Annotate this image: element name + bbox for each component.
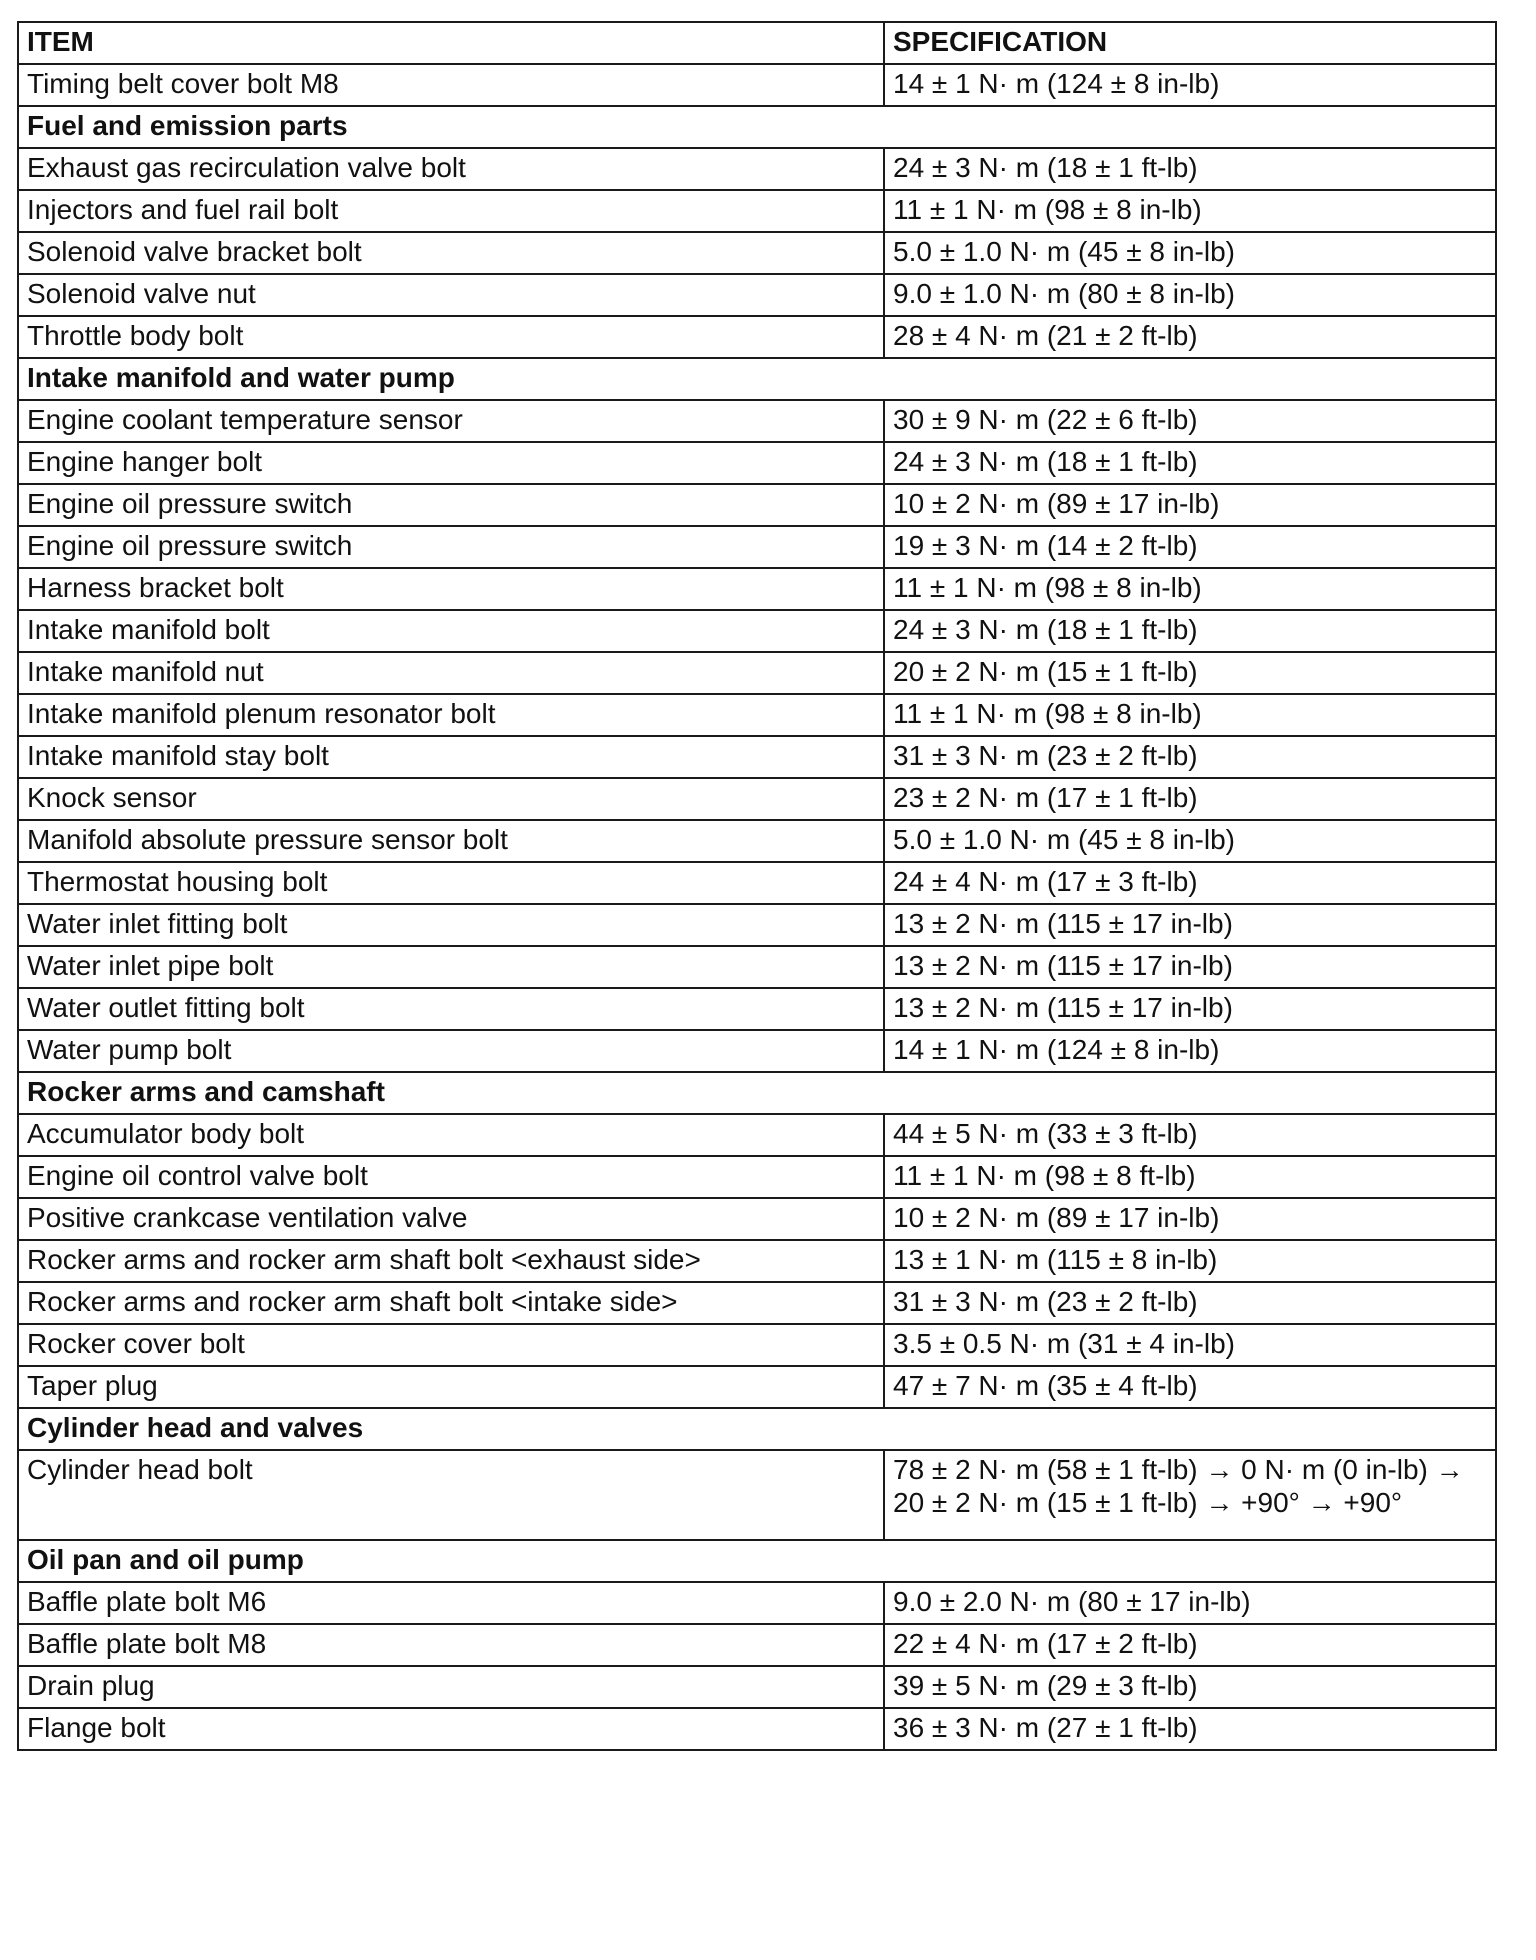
table-row <box>18 1366 1496 1408</box>
item-cell: Thermostat housing bolt <box>18 862 884 904</box>
item-cell: Solenoid valve nut <box>18 274 884 316</box>
specification-cell: 31 ± 3 N· m (23 ± 2 ft-lb) <box>884 736 1496 778</box>
item-cell: Engine oil control valve bolt <box>18 1156 884 1198</box>
specification-cell: 20 ± 2 N· m (15 ± 1 ft-lb) <box>884 652 1496 694</box>
item-cell: Engine hanger bolt <box>18 442 884 484</box>
table-row <box>18 946 1496 988</box>
item-cell: Engine coolant temperature sensor <box>18 400 884 442</box>
section-title: Oil pan and oil pump <box>18 1540 1496 1582</box>
specification-cell: 44 ± 5 N· m (33 ± 3 ft-lb) <box>884 1114 1496 1156</box>
item-cell: Harness bracket bolt <box>18 568 884 610</box>
specification-cell: 10 ± 2 N· m (89 ± 17 in-lb) <box>884 484 1496 526</box>
specification-cell: 31 ± 3 N· m (23 ± 2 ft-lb) <box>884 1282 1496 1324</box>
item-cell: Water inlet pipe bolt <box>18 946 884 988</box>
item-cell: Rocker arms and rocker arm shaft bolt <exhaust side> <box>18 1240 884 1282</box>
specification-cell: 5.0 ± 1.0 N· m (45 ± 8 in-lb) <box>884 820 1496 862</box>
table-row <box>18 820 1496 862</box>
table-row <box>18 484 1496 526</box>
item-cell: Knock sensor <box>18 778 884 820</box>
table-row <box>18 778 1496 820</box>
specification-cell: 24 ± 3 N· m (18 ± 1 ft-lb) <box>884 442 1496 484</box>
table-row <box>18 400 1496 442</box>
item-cell: Positive crankcase ventilation valve <box>18 1198 884 1240</box>
specification-cell: 13 ± 2 N· m (115 ± 17 in-lb) <box>884 988 1496 1030</box>
specification-cell: 22 ± 4 N· m (17 ± 2 ft-lb) <box>884 1624 1496 1666</box>
item-cell: Flange bolt <box>18 1708 884 1750</box>
specification-cell: 24 ± 4 N· m (17 ± 3 ft-lb) <box>884 862 1496 904</box>
section-header-row <box>18 106 1496 148</box>
specification-cell: 11 ± 1 N· m (98 ± 8 in-lb) <box>884 694 1496 736</box>
specification-cell: 19 ± 3 N· m (14 ± 2 ft-lb) <box>884 526 1496 568</box>
item-cell: Water inlet fitting bolt <box>18 904 884 946</box>
specification-cell: 30 ± 9 N· m (22 ± 6 ft-lb) <box>884 400 1496 442</box>
table-row <box>18 694 1496 736</box>
header-item: ITEM <box>18 22 884 64</box>
item-cell: Solenoid valve bracket bolt <box>18 232 884 274</box>
table-row <box>18 610 1496 652</box>
table-row <box>18 190 1496 232</box>
torque-spec-table <box>17 21 1497 1751</box>
specification-cell: 5.0 ± 1.0 N· m (45 ± 8 in-lb) <box>884 232 1496 274</box>
specification-cell: 11 ± 1 N· m (98 ± 8 in-lb) <box>884 190 1496 232</box>
item-cell: Throttle body bolt <box>18 316 884 358</box>
table-row <box>18 1030 1496 1072</box>
specification-cell: 9.0 ± 2.0 N· m (80 ± 17 in-lb) <box>884 1582 1496 1624</box>
specification-cell: 36 ± 3 N· m (27 ± 1 ft-lb) <box>884 1708 1496 1750</box>
table-row <box>18 862 1496 904</box>
item-cell: Baffle plate bolt M6 <box>18 1582 884 1624</box>
section-title: Rocker arms and camshaft <box>18 1072 1496 1114</box>
item-cell: Cylinder head bolt <box>18 1450 884 1540</box>
table-row <box>18 1114 1496 1156</box>
specification-cell: 13 ± 1 N· m (115 ± 8 in-lb) <box>884 1240 1496 1282</box>
section-header-row <box>18 358 1496 400</box>
specification-cell: 9.0 ± 1.0 N· m (80 ± 8 in-lb) <box>884 274 1496 316</box>
item-cell: Accumulator body bolt <box>18 1114 884 1156</box>
item-cell: Timing belt cover bolt M8 <box>18 64 884 106</box>
specification-cell: 28 ± 4 N· m (21 ± 2 ft-lb) <box>884 316 1496 358</box>
table-row <box>18 1240 1496 1282</box>
table-row <box>18 568 1496 610</box>
specification-cell: 14 ± 1 N· m (124 ± 8 in-lb) <box>884 1030 1496 1072</box>
table-row <box>18 1450 1496 1540</box>
specification-cell: 24 ± 3 N· m (18 ± 1 ft-lb) <box>884 148 1496 190</box>
item-cell: Intake manifold stay bolt <box>18 736 884 778</box>
table-header-row <box>18 22 1496 64</box>
item-cell: Rocker cover bolt <box>18 1324 884 1366</box>
specification-cell: 78 ± 2 N· m (58 ± 1 ft-lb) → 0 N· m (0 in-lb) → 20 ± 2 N· m (15 ± 1 ft-lb) → +90° → +90° <box>884 1450 1496 1540</box>
section-header-row <box>18 1408 1496 1450</box>
table-row <box>18 1708 1496 1750</box>
specification-cell: 14 ± 1 N· m (124 ± 8 in-lb) <box>884 64 1496 106</box>
section-header-row <box>18 1540 1496 1582</box>
item-cell: Baffle plate bolt M8 <box>18 1624 884 1666</box>
table-row <box>18 232 1496 274</box>
item-cell: Taper plug <box>18 1366 884 1408</box>
item-cell: Engine oil pressure switch <box>18 484 884 526</box>
table-row <box>18 442 1496 484</box>
table-row <box>18 64 1496 106</box>
item-cell: Water pump bolt <box>18 1030 884 1072</box>
item-cell: Engine oil pressure switch <box>18 526 884 568</box>
table-row <box>18 316 1496 358</box>
item-cell: Exhaust gas recirculation valve bolt <box>18 148 884 190</box>
specification-cell: 24 ± 3 N· m (18 ± 1 ft-lb) <box>884 610 1496 652</box>
section-title: Intake manifold and water pump <box>18 358 1496 400</box>
specification-cell: 23 ± 2 N· m (17 ± 1 ft-lb) <box>884 778 1496 820</box>
specification-cell: 13 ± 2 N· m (115 ± 17 in-lb) <box>884 946 1496 988</box>
specification-cell: 47 ± 7 N· m (35 ± 4 ft-lb) <box>884 1366 1496 1408</box>
table-row <box>18 1156 1496 1198</box>
item-cell: Injectors and fuel rail bolt <box>18 190 884 232</box>
table-row <box>18 1198 1496 1240</box>
table-row <box>18 274 1496 316</box>
item-cell: Rocker arms and rocker arm shaft bolt <intake side> <box>18 1282 884 1324</box>
table-row <box>18 988 1496 1030</box>
specification-cell: 39 ± 5 N· m (29 ± 3 ft-lb) <box>884 1666 1496 1708</box>
specification-cell: 3.5 ± 0.5 N· m (31 ± 4 in-lb) <box>884 1324 1496 1366</box>
specification-cell: 13 ± 2 N· m (115 ± 17 in-lb) <box>884 904 1496 946</box>
specification-cell: 11 ± 1 N· m (98 ± 8 ft-lb) <box>884 1156 1496 1198</box>
item-cell: Manifold absolute pressure sensor bolt <box>18 820 884 862</box>
table-row <box>18 736 1496 778</box>
header-specification: SPECIFICATION <box>884 22 1496 64</box>
table-row <box>18 148 1496 190</box>
table-row <box>18 526 1496 568</box>
specification-cell: 10 ± 2 N· m (89 ± 17 in-lb) <box>884 1198 1496 1240</box>
table-row <box>18 1624 1496 1666</box>
item-cell: Intake manifold bolt <box>18 610 884 652</box>
item-cell: Intake manifold nut <box>18 652 884 694</box>
table-row <box>18 904 1496 946</box>
section-title: Cylinder head and valves <box>18 1408 1496 1450</box>
table-row <box>18 1582 1496 1624</box>
item-cell: Intake manifold plenum resonator bolt <box>18 694 884 736</box>
table-row <box>18 652 1496 694</box>
table-row <box>18 1666 1496 1708</box>
table-row <box>18 1282 1496 1324</box>
table-row <box>18 1324 1496 1366</box>
item-cell: Drain plug <box>18 1666 884 1708</box>
specification-cell: 11 ± 1 N· m (98 ± 8 in-lb) <box>884 568 1496 610</box>
section-header-row <box>18 1072 1496 1114</box>
table-body <box>18 64 1496 1750</box>
item-cell: Water outlet fitting bolt <box>18 988 884 1030</box>
section-title: Fuel and emission parts <box>18 106 1496 148</box>
